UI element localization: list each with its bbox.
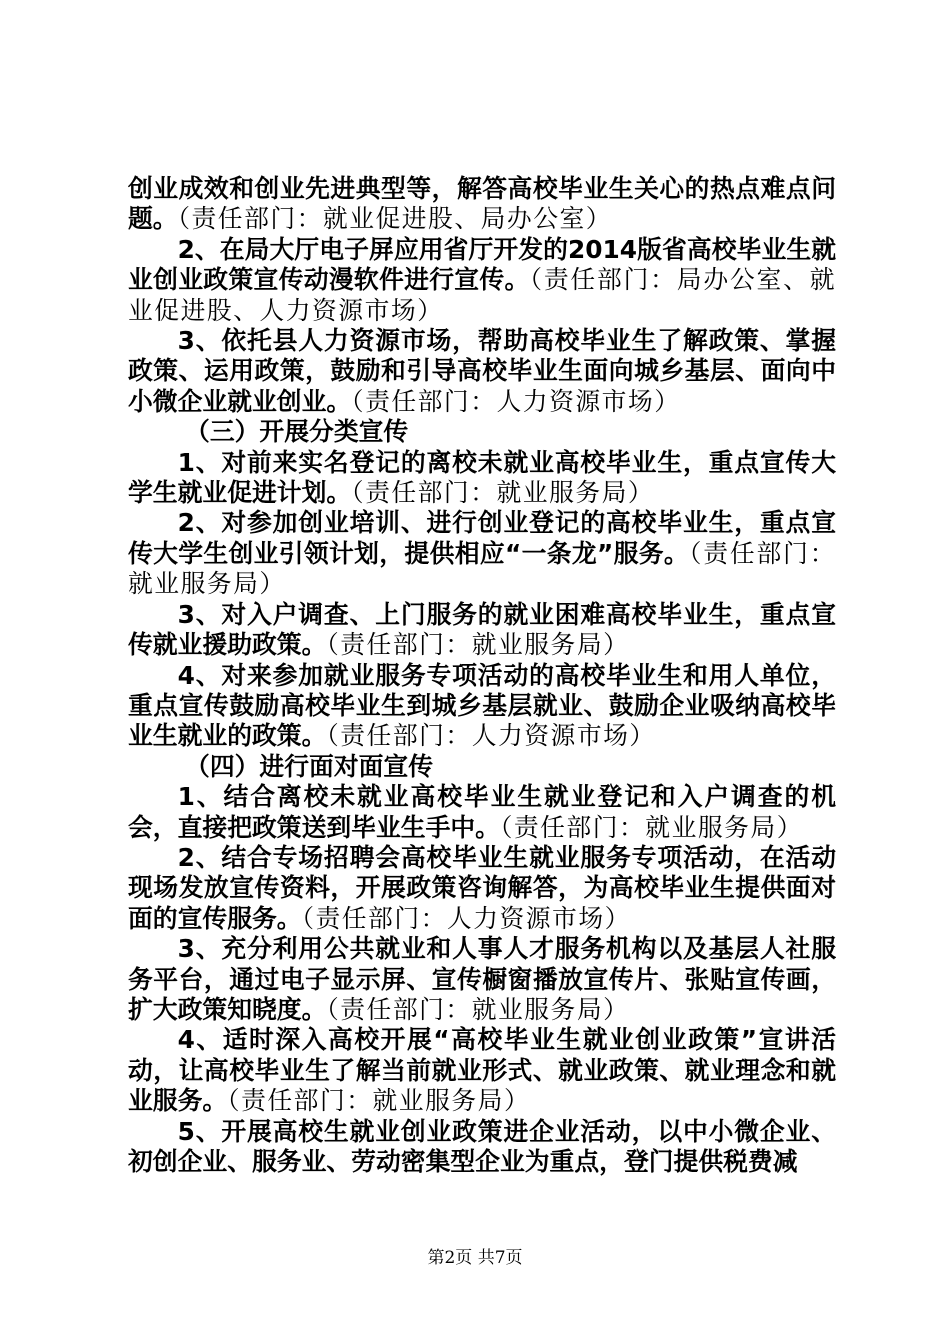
responsible-department-note: （责任部门：局办公室、就业促进股、人力资源市场） (128, 265, 836, 325)
responsible-department-note: （责任部门：就业服务局） (499, 812, 803, 842)
paragraph (128, 235, 836, 326)
responsible-department-note: （责任部门：就业服务局） (351, 478, 655, 508)
section-heading (128, 752, 836, 782)
paragraph-text: 2、对参加创业培训、进行创业登记的高校毕业生，重点宣传大学生创业引领计划，提供相应“一条龙”服务。 (128, 508, 836, 568)
paragraph (128, 782, 836, 843)
responsible-department-note: （责任部门：就业服务局） (326, 630, 630, 660)
responsible-department-note: （责任部门：人力资源市场） (326, 721, 656, 751)
paragraph-text: 3、依托县人力资源市场，帮助高校毕业生了解政策、掌握政策、运用政策，鼓励和引导高校毕业生面向城乡基层、面向中小微企业就业创业。 (128, 326, 836, 416)
section-heading (128, 417, 836, 447)
paragraph-text: 创业成效和创业先进典型等，解答高校毕业生关心的热点难点问题。 (128, 174, 836, 234)
paragraph (128, 1025, 836, 1116)
page-number-footer: 第2页 共7页 (427, 1248, 523, 1268)
section-heading-text: （四）进行面对面宣传 (185, 751, 434, 781)
paragraph (128, 326, 836, 417)
responsible-department-note: （责任部门：就业服务局） (326, 994, 630, 1024)
paragraph-text: 1、对前来实名登记的离校未就业高校毕业生，重点宣传大学生就业促进计划。 (128, 447, 836, 508)
section-heading-text: （三）开展分类宣传 (185, 417, 409, 447)
paragraph-text: 1、结合离校未就业高校毕业生就业登记和入户调查的机会，直接把政策送到毕业生手中。 (128, 782, 836, 842)
paragraph-text: 5、开展高校生就业创业政策进企业活动，以中小微企业、初创企业、服务业、劳动密集型企业为重点，登门提供税费减 (128, 1116, 836, 1176)
paragraph-text: 3、对入户调查、上门服务的就业困难高校毕业生，重点宣传就业援助政策。 (128, 599, 836, 660)
paragraph (128, 600, 836, 661)
responsible-department-note: （责任部门：人力资源市场） (351, 386, 681, 416)
paragraph-text: 4、适时深入高校开展“高校毕业生就业创业政策”宣讲活动，让高校毕业生了解当前就业形式、就业政策、就业理念和就业服务。 (128, 1025, 836, 1116)
paragraph (128, 448, 836, 509)
paragraph (128, 174, 836, 235)
responsible-department-note: （责任部门：就业服务局） (227, 1086, 531, 1116)
paragraph (128, 843, 836, 934)
document-body (128, 174, 836, 1177)
paragraph (128, 661, 836, 752)
paragraph-text: 2、结合专场招聘会高校毕业生就业服务专项活动，在活动现场发放宣传资料，开展政策咨询解答，为高校毕业生提供面对面的宣传服务。 (128, 842, 836, 933)
responsible-department-note: （责任部门：人力资源市场） (301, 903, 631, 933)
responsible-department-note: （责任部门：就业促进股、局办公室） (177, 204, 613, 234)
responsible-department-note: （责任部门：就业服务局） (128, 538, 836, 599)
paragraph (128, 1117, 836, 1178)
paragraph-text: 3、充分利用公共就业和人事人才服务机构以及基层人社服务平台，通过电子显示屏、宣传橱窗播放宣传片、张贴宣传画，扩大政策知晓度。 (128, 934, 836, 1024)
paragraph-text: 2、在局大厅电子屏应用省厅开发的2014版省高校毕业生就业创业政策宣传动漫软件进行宣传。 (128, 234, 836, 295)
paragraph (128, 508, 836, 599)
paragraph (128, 934, 836, 1025)
paragraph-text: 4、对来参加就业服务专项活动的高校毕业生和用人单位，重点宣传鼓励高校毕业生到城乡基层就业、鼓励企业吸纳高校毕业生就业的政策。 (128, 660, 836, 751)
